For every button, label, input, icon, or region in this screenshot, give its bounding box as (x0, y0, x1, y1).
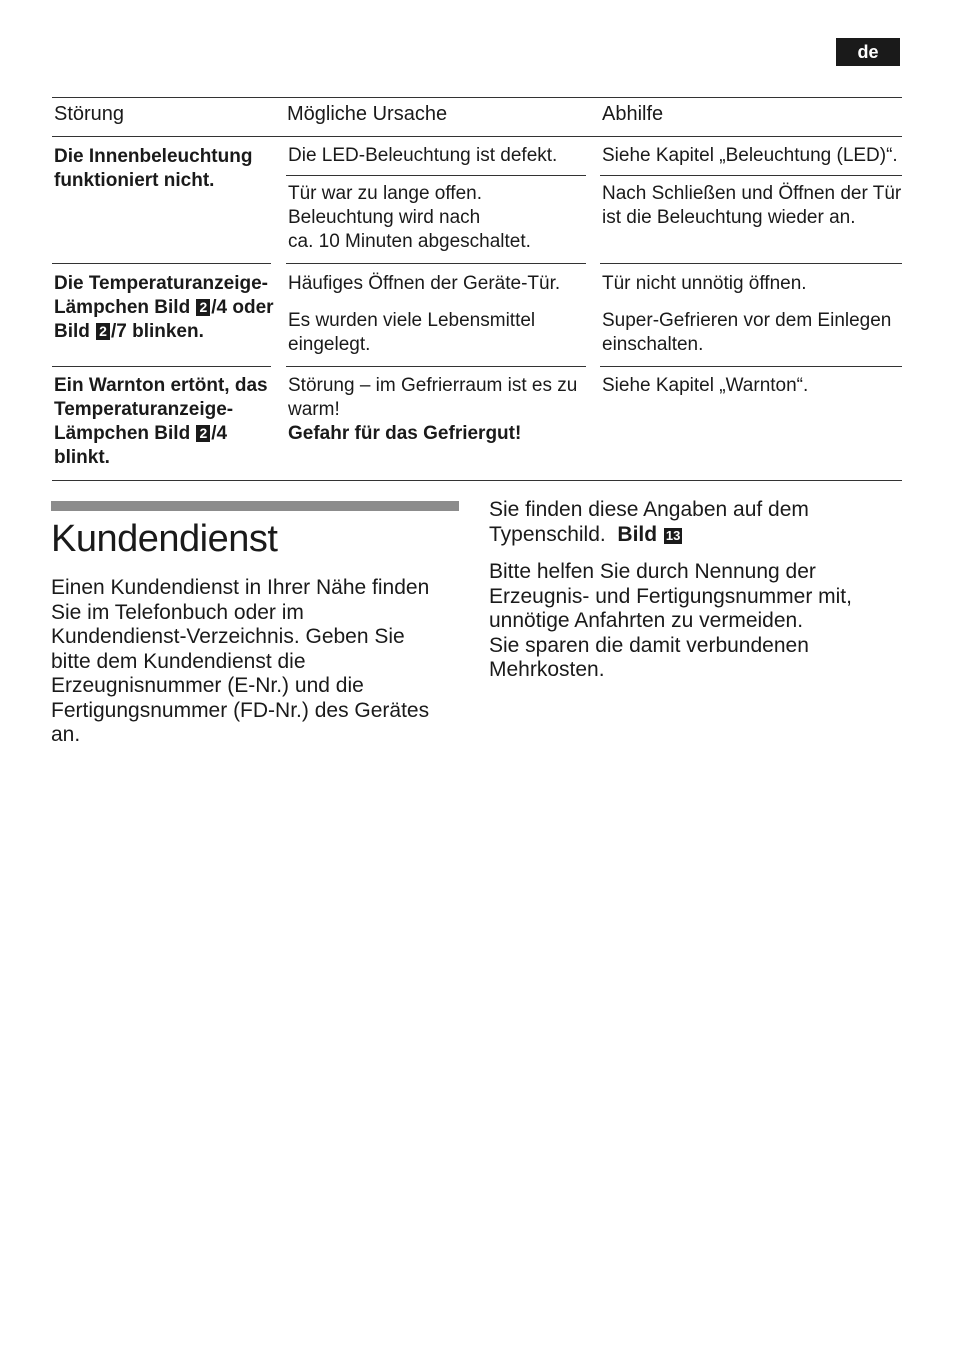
language-badge: de (836, 38, 900, 66)
table-row-problem: Ein Warnton ertönt, das Temperaturanzeige- Lämpchen Bild 2 /4 blinkt. (54, 375, 268, 468)
table-cell-cause: Störung – im Gefrierraum ist es zu warm! Gefahr für das Gefriergut! (288, 375, 578, 444)
figure-reference: 2 (196, 425, 210, 442)
cell-rule (600, 175, 902, 176)
section-bar (51, 501, 459, 511)
figure-reference: 13 (665, 527, 681, 543)
cell-rule (286, 175, 586, 176)
warning-text: Gefahr für das Gefriergut! (288, 423, 522, 444)
row-rule (52, 366, 271, 367)
table-cell-cause: Tür war zu lange offen. Beleuchtung wird nach ca. 10 Minuten abgeschaltet. (288, 183, 531, 252)
table-cell-remedy: Siehe Kapitel „Warnton“. (602, 375, 809, 396)
header-remedy: Abhilfe (602, 103, 664, 125)
left-paragraph: Einen Kundendienst in Ihrer Nähe finden Sie im Telefonbuch oder im Kundendienst-Verzeichnis. Geben Sie bitte dem Kundendienst die Erzeugnisnummer (E-Nr.) und die Fertigungsnummer (FD-Nr.) des Gerätes an. (51, 576, 430, 746)
right-paragraph-2: Bitte helfen Sie durch Nennung der Erzeugnis- und Fertigungsnummer mit, unnötige Anfahrten zu vermeiden. Sie sparen die damit verbundenen Mehrkosten. (489, 560, 852, 681)
table-top-rule (52, 97, 902, 98)
row-rule (286, 366, 586, 367)
table-cell-remedy: Nach Schließen und Öffnen der Tür ist die Beleuchtung wieder an. (602, 183, 902, 228)
table-bottom-rule (52, 480, 902, 481)
right-paragraph-1: Sie finden diese Angaben auf dem Typenschild. Bild 13 (489, 498, 809, 546)
table-row-problem: Die Innenbeleuchtung funktioniert nicht. (54, 146, 253, 191)
figure-reference: 2 (196, 299, 210, 316)
table-cell-cause: Häufiges Öffnen der Geräte-Tür. (288, 273, 561, 294)
table-cell-cause: Die LED-Beleuchtung ist defekt. (288, 145, 558, 166)
header-problem: Störung (54, 103, 125, 125)
row-rule (52, 263, 271, 264)
table-row-problem: Die Temperaturanzeige- Lämpchen Bild 2 /4 oder Bild 2 /7 blinken. (54, 273, 274, 342)
figure-reference: 2 (96, 323, 110, 340)
table-cell-remedy: Super-Gefrieren vor dem Einlegen einschalten. (602, 310, 892, 355)
table-cell-remedy: Tür nicht unnötig öffnen. (602, 273, 807, 294)
table-cell-remedy: Siehe Kapitel „Beleuchtung (LED)“. (602, 145, 898, 166)
row-rule (286, 263, 586, 264)
section-title: Kundendienst (51, 518, 278, 560)
table-cell-cause: Es wurden viele Lebensmittel eingelegt. (288, 310, 536, 355)
row-rule (600, 366, 902, 367)
header-rule (52, 136, 902, 137)
row-rule (600, 263, 902, 264)
header-cause: Mögliche Ursache (287, 103, 448, 125)
